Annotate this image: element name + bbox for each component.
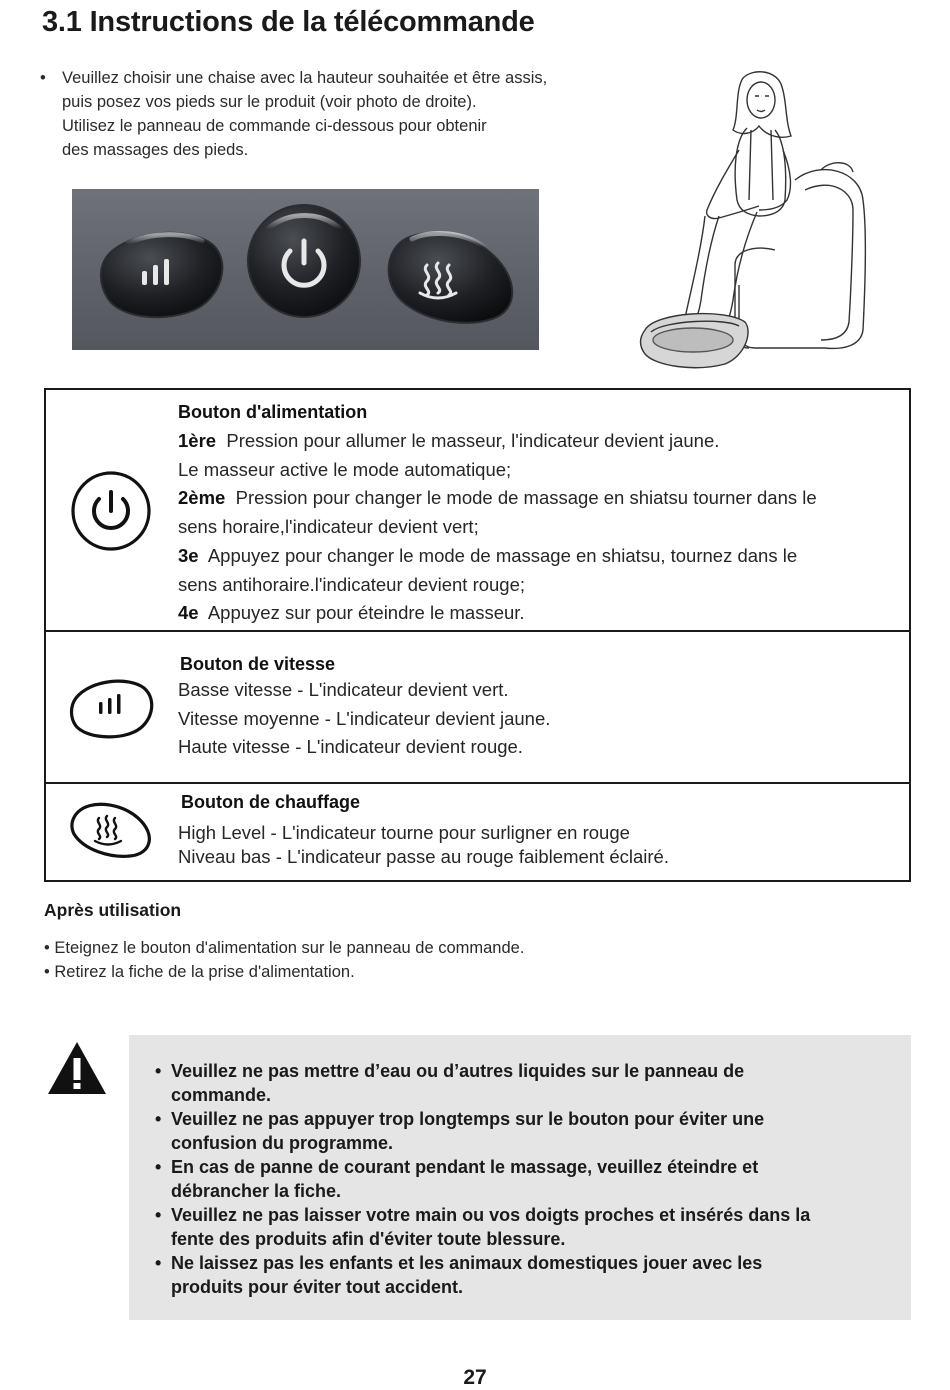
speed-heading: Bouton de vitesse [180, 654, 336, 674]
warning-item: • Veuillez ne pas appuyer trop longtemps sur le bouton pour éviter une confusion du programme. [155, 1107, 885, 1155]
step-text: sens antihoraire.l'indicateur devient rouge; [178, 573, 526, 595]
warning-list [155, 1059, 885, 1299]
page-number: 27 [463, 1366, 487, 1389]
intro-bullet: • [40, 69, 46, 87]
speed-bars-icon [68, 674, 156, 745]
list-item: • Retirez la fiche de la prise d'alimentation. [44, 963, 355, 981]
power-icon [70, 470, 152, 557]
speed-line: Basse vitesse - L'indicateur devient vert. [178, 679, 509, 700]
warning-line: débrancher la fiche. [171, 1181, 342, 1201]
warning-item: • Veuillez ne pas laisser votre main ou vos doigts proches et insérés dans la fente des produits afin d'éviter toute blessure. [155, 1203, 885, 1251]
step-text: Le masseur active le mode automatique; [178, 458, 512, 480]
step-text: Appuyez pour changer le mode de massage en shiatsu, tournez dans le [207, 544, 798, 566]
warning-line: Ne laissez pas les enfants et les animaux domestiques jouer avec les [171, 1253, 763, 1273]
warning-line: produits pour éviter tout accident. [171, 1277, 464, 1297]
heat-line: Niveau bas - L'indicateur passe au rouge faiblement éclairé. [178, 846, 669, 867]
step-text: sens horaire,l'indicateur devient vert; [178, 516, 479, 538]
step-label: 2ème [178, 487, 226, 509]
warning-line: Veuillez ne pas appuyer trop longtemps sur le bouton pour éviter une [171, 1109, 765, 1129]
power-heading: Bouton d'alimentation [178, 402, 368, 422]
warning-item: • En cas de panne de courant pendant le massage, veuillez éteindre et débrancher la fiche. [155, 1155, 885, 1203]
warning-item: • Veuillez ne pas mettre d’eau ou d’autres liquides sur le panneau de commande. [155, 1059, 885, 1107]
intro-line: puis posez vos pieds sur le produit (voir photo de droite). [62, 93, 477, 111]
heat-waves-icon [68, 798, 154, 865]
warning-line: confusion du programme. [171, 1133, 394, 1153]
page-title: 3.1 Instructions de la télécommande [42, 6, 535, 38]
heat-heading: Bouton de chauffage [181, 792, 360, 812]
power-description [178, 400, 817, 628]
warning-item: • Ne laissez pas les enfants et les animaux domestiques jouer avec les produits pour éviter tout accident. [155, 1251, 885, 1299]
speed-line: Haute vitesse - L'indicateur devient rouge. [178, 736, 523, 758]
intro-line: Utilisez le panneau de commande ci-dessous pour obtenir [62, 117, 487, 135]
table-row-power [46, 390, 909, 632]
intro-line: des massages des pieds. [62, 141, 249, 159]
warning-line: Veuillez ne pas laisser votre main ou vos doigts proches et insérés dans la [171, 1205, 811, 1225]
warning-line: En cas de panne de courant pendant le massage, veuillez éteindre et [171, 1157, 759, 1177]
step-label: 1ère [178, 430, 217, 451]
intro-line: Veuillez choisir une chaise avec la hauteur souhaitée et être assis, [62, 69, 548, 87]
step-text: Appuyez sur pour éteindre le masseur. [207, 602, 525, 624]
step-text: Pression pour allumer le masseur, l'indicateur devient jaune. [226, 430, 720, 451]
step-label: 4e [178, 602, 199, 624]
table-row-speed [46, 632, 909, 784]
power-button-photo [248, 205, 360, 317]
intro-paragraph [40, 66, 640, 162]
buttons-table [44, 388, 911, 882]
speed-button-photo [101, 233, 222, 317]
step-label: 3e [178, 544, 199, 566]
heat-description [178, 790, 669, 869]
warning-line: Veuillez ne pas mettre d’eau ou d’autres liquides sur le panneau de [171, 1061, 745, 1081]
speed-description [178, 652, 550, 762]
after-use-list [44, 936, 524, 984]
heat-button-photo [389, 233, 513, 323]
speed-line: Vitesse moyenne - L'indicateur devient jaune. [178, 707, 551, 729]
warning-box [129, 1035, 911, 1320]
list-item: • Eteignez le bouton d'alimentation sur le panneau de commande. [44, 939, 525, 957]
step-text: Pression pour changer le mode de massage en shiatsu tourner dans le [235, 487, 817, 509]
heat-line: High Level - L'indicateur tourne pour surligner en rouge [178, 822, 630, 843]
warning-line: commande. [171, 1085, 272, 1105]
woman-with-foot-massager-illustration [635, 60, 875, 375]
control-panel-photo [72, 189, 539, 350]
warning-triangle-icon [46, 1040, 108, 1096]
after-use-heading: Après utilisation [44, 900, 182, 920]
table-row-heat [46, 784, 909, 880]
warning-line: fente des produits afin d'éviter toute blessure. [171, 1229, 566, 1249]
